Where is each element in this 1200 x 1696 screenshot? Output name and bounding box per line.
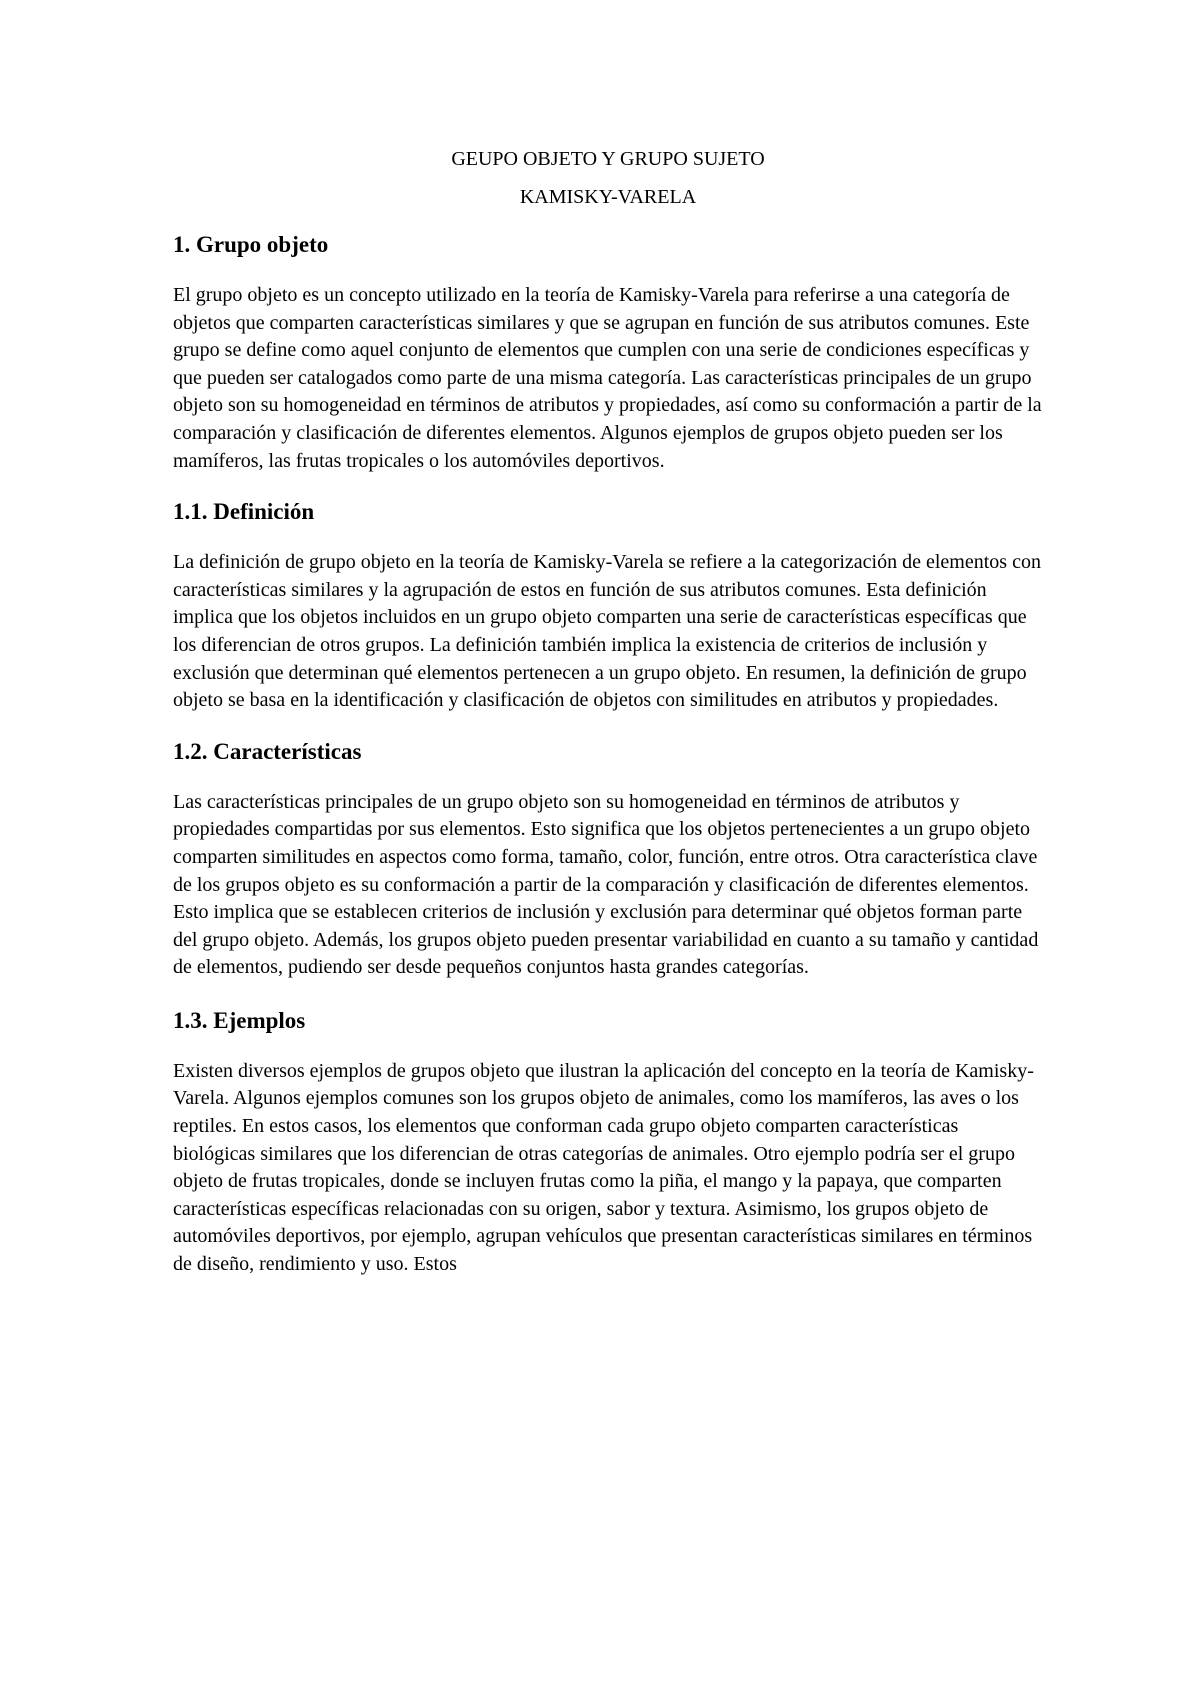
section-heading-definicion: 1.1. Definición xyxy=(173,499,315,525)
section-body-caracteristicas: Las características principales de un grupo objeto son su homogeneidad en términos de atributos y propiedades compartidas por sus elementos. Esto significa que los objetos pertenecientes a un grupo objeto comparten similitudes en aspectos como forma, tamaño, color, función, entre otros. Otra característica clave de los grupos objeto es su conformación a partir de la comparación y clasificación de diferentes elementos. Esto implica que se establecen criterios de inclusión y exclusión para determinar qué objetos forman parte del grupo objeto. Además, los grupos objeto pueden presentar variabilidad en cuanto a su tamaño y cantidad de elementos, pudiendo ser desde pequeños conjuntos hasta grandes categorías. xyxy=(173,790,1039,979)
section-body-definicion: La definición de grupo objeto en la teoría de Kamisky-Varela se refiere a la categorización de elementos con características similares y la agrupación de estos en función de sus atributos comunes. Esta definición implica que los objetos incluidos en un grupo objeto comparten una serie de características específicas que los diferencian de otros grupos. La definición también implica la existencia de criterios de inclusión y exclusión que determinan qué elementos pertenecen a un grupo objeto. En resumen, la definición de grupo objeto se basa en la identificación y clasificación de objetos con similitudes en atributos y propiedades. xyxy=(173,551,1041,712)
section-heading-caracteristicas: 1.2. Características xyxy=(173,738,362,764)
section-body-ejemplos: Existen diversos ejemplos de grupos objeto que ilustran la aplicación del concepto en la teoría de Kamisky-Varela. Algunos ejemplos comunes son los grupos objeto de animales, como los mamíferos, las aves o los reptiles. En estos casos, los elementos que conforman cada grupo objeto comparten características biológicas similares que los diferencian de otras categorías de animales. Otro ejemplo podría ser el grupo objeto de frutas tropicales, donde se incluyen frutas como la piña, el mango y la papaya, que comparten características específicas relacionadas con su origen, sabor y textura. Asimismo, los grupos objeto de automóviles deportivos, por ejemplo, agrupan vehículos que presentan características similares en términos de diseño, rendimiento y uso. Estos xyxy=(173,1059,1034,1276)
section-body-grupo-objeto: El grupo objeto es un concepto utilizado en la teoría de Kamisky-Varela para referirse a una categoría de objetos que comparten características similares y que se agrupan en función de sus atributos comunes. Este grupo se define como aquel conjunto de elementos que cumplen con una serie de condiciones específicas y que pueden ser catalogados como parte de una misma categoría. Las características principales de un grupo objeto son su homogeneidad en términos de atributos y propiedades, así como su conformación a partir de la comparación y clasificación de diferentes elementos. Algunos ejemplos de grupos objeto pueden ser los mamíferos, las frutas tropicales o los automóviles deportivos. xyxy=(173,284,1042,472)
document-title: GEUPO OBJETO Y GRUPO SUJETO xyxy=(451,148,765,170)
document-page xyxy=(173,140,1043,1279)
document-subtitle: KAMISKY-VARELA xyxy=(519,186,697,208)
section-heading-ejemplos: 1.3. Ejemplos xyxy=(173,1007,306,1033)
section-heading-grupo-objeto: 1. Grupo objeto xyxy=(173,232,329,257)
